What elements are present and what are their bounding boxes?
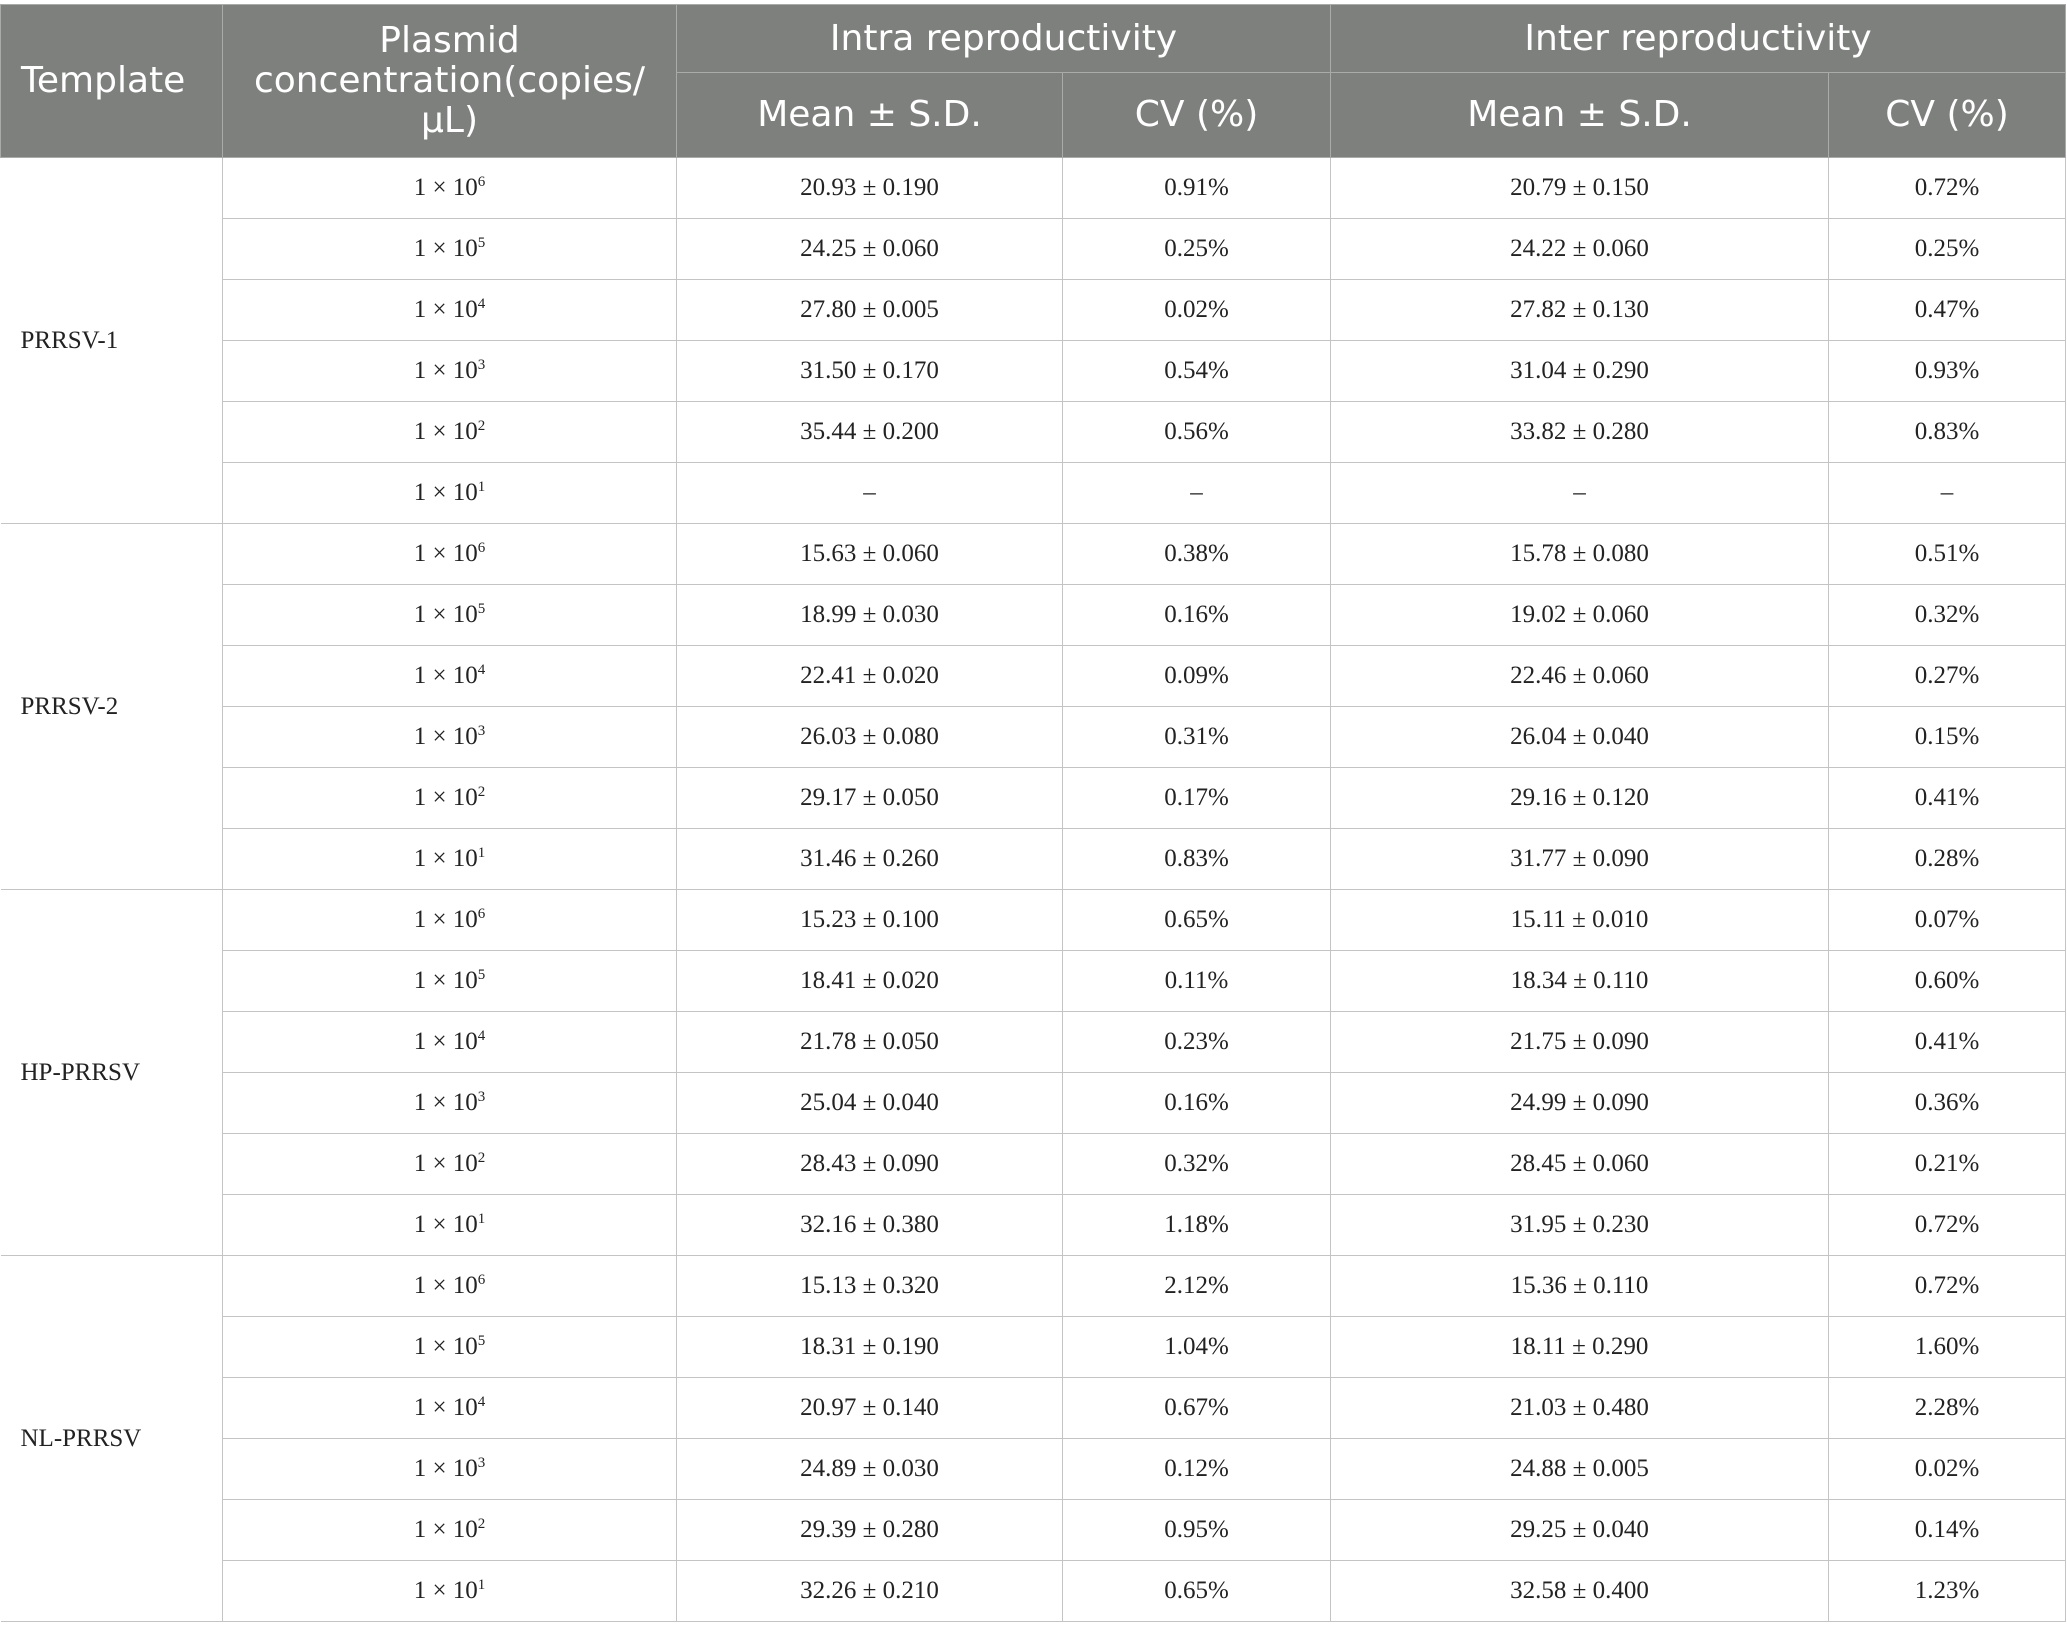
inter-mean-cell: 29.25 ± 0.040 <box>1331 1500 1829 1561</box>
concentration-exponent: 3 <box>477 357 486 373</box>
intra-cv-cell: 0.83% <box>1063 829 1331 890</box>
inter-mean-cell: 31.77 ± 0.090 <box>1331 829 1829 890</box>
intra-mean-cell: – <box>677 463 1063 524</box>
concentration-cell <box>223 158 677 219</box>
inter-cv-cell: 0.14% <box>1829 1500 2066 1561</box>
inter-cv-cell: 0.51% <box>1829 524 2066 585</box>
concentration-base: 1 × 10 <box>413 357 478 384</box>
table-row <box>1 1073 2066 1134</box>
intra-cv-cell: 0.65% <box>1063 1561 1331 1622</box>
header-intra-reproductivity: Intra reproductivity <box>677 5 1331 73</box>
header-intra-cv: CV (%) <box>1063 73 1331 158</box>
intra-mean-cell: 22.41 ± 0.020 <box>677 646 1063 707</box>
intra-mean-cell: 25.04 ± 0.040 <box>677 1073 1063 1134</box>
intra-cv-cell: 0.91% <box>1063 158 1331 219</box>
header-inter-cv: CV (%) <box>1829 73 2066 158</box>
table-row <box>1 829 2066 890</box>
table-row <box>1 463 2066 524</box>
concentration-base: 1 × 10 <box>413 1516 478 1543</box>
inter-mean-cell: 31.95 ± 0.230 <box>1331 1195 1829 1256</box>
concentration-base: 1 × 10 <box>413 235 478 262</box>
intra-mean-cell: 18.31 ± 0.190 <box>677 1317 1063 1378</box>
inter-mean-cell: – <box>1331 463 1829 524</box>
concentration-cell <box>223 524 677 585</box>
intra-cv-cell: 0.23% <box>1063 1012 1331 1073</box>
inter-mean-cell: 26.04 ± 0.040 <box>1331 707 1829 768</box>
concentration-exponent: 6 <box>477 1272 486 1288</box>
inter-mean-cell: 32.58 ± 0.400 <box>1331 1561 1829 1622</box>
intra-cv-cell: 0.02% <box>1063 280 1331 341</box>
intra-cv-cell: 0.67% <box>1063 1378 1331 1439</box>
inter-cv-cell: 0.36% <box>1829 1073 2066 1134</box>
concentration-exponent: 1 <box>477 1577 486 1593</box>
inter-mean-cell: 21.03 ± 0.480 <box>1331 1378 1829 1439</box>
inter-mean-cell: 27.82 ± 0.130 <box>1331 280 1829 341</box>
intra-cv-cell: 0.56% <box>1063 402 1331 463</box>
concentration-cell <box>223 1500 677 1561</box>
intra-cv-cell: 0.95% <box>1063 1500 1331 1561</box>
intra-mean-cell: 31.46 ± 0.260 <box>677 829 1063 890</box>
inter-mean-cell: 31.04 ± 0.290 <box>1331 341 1829 402</box>
table-container <box>0 4 2065 1622</box>
concentration-exponent: 4 <box>477 662 486 678</box>
concentration-base: 1 × 10 <box>413 418 478 445</box>
concentration-exponent: 6 <box>477 540 486 556</box>
concentration-base: 1 × 10 <box>413 1455 478 1482</box>
intra-cv-cell: 0.16% <box>1063 585 1331 646</box>
inter-mean-cell: 21.75 ± 0.090 <box>1331 1012 1829 1073</box>
concentration-exponent: 2 <box>477 418 486 434</box>
concentration-cell <box>223 1439 677 1500</box>
concentration-exponent: 3 <box>477 1455 486 1471</box>
table-row <box>1 402 2066 463</box>
intra-mean-cell: 15.63 ± 0.060 <box>677 524 1063 585</box>
inter-mean-cell: 15.36 ± 0.110 <box>1331 1256 1829 1317</box>
concentration-base: 1 × 10 <box>413 1394 478 1421</box>
intra-mean-cell: 26.03 ± 0.080 <box>677 707 1063 768</box>
table-header <box>1 5 2066 158</box>
intra-cv-cell: 0.12% <box>1063 1439 1331 1500</box>
concentration-exponent: 3 <box>477 1089 486 1105</box>
intra-cv-cell: 0.32% <box>1063 1134 1331 1195</box>
inter-cv-cell: 0.32% <box>1829 585 2066 646</box>
intra-mean-cell: 29.17 ± 0.050 <box>677 768 1063 829</box>
table-row <box>1 1012 2066 1073</box>
inter-cv-cell: 0.60% <box>1829 951 2066 1012</box>
intra-cv-cell: 1.04% <box>1063 1317 1331 1378</box>
template-name-cell: NL-PRRSV <box>1 1256 223 1622</box>
header-template: Template <box>1 5 223 158</box>
intra-cv-cell: 0.25% <box>1063 219 1331 280</box>
inter-mean-cell: 20.79 ± 0.150 <box>1331 158 1829 219</box>
concentration-exponent: 5 <box>477 967 486 983</box>
inter-cv-cell: 0.07% <box>1829 890 2066 951</box>
concentration-exponent: 6 <box>477 174 486 190</box>
concentration-cell <box>223 341 677 402</box>
intra-mean-cell: 21.78 ± 0.050 <box>677 1012 1063 1073</box>
inter-mean-cell: 33.82 ± 0.280 <box>1331 402 1829 463</box>
template-name-cell: HP-PRRSV <box>1 890 223 1256</box>
concentration-exponent: 1 <box>477 479 486 495</box>
concentration-base: 1 × 10 <box>413 1089 478 1116</box>
table-body <box>1 158 2066 1622</box>
intra-cv-cell: 0.11% <box>1063 951 1331 1012</box>
concentration-exponent: 3 <box>477 723 486 739</box>
concentration-cell <box>223 1195 677 1256</box>
concentration-base: 1 × 10 <box>413 784 478 811</box>
intra-cv-cell: 0.17% <box>1063 768 1331 829</box>
inter-cv-cell: 1.23% <box>1829 1561 2066 1622</box>
intra-cv-cell: 0.65% <box>1063 890 1331 951</box>
table-row <box>1 646 2066 707</box>
intra-mean-cell: 28.43 ± 0.090 <box>677 1134 1063 1195</box>
concentration-exponent: 4 <box>477 1394 486 1410</box>
intra-mean-cell: 15.13 ± 0.320 <box>677 1256 1063 1317</box>
concentration-base: 1 × 10 <box>413 174 478 201</box>
concentration-exponent: 5 <box>477 1333 486 1349</box>
table-row <box>1 1561 2066 1622</box>
concentration-cell <box>223 219 677 280</box>
table-row <box>1 1500 2066 1561</box>
table-row <box>1 585 2066 646</box>
concentration-exponent: 5 <box>477 235 486 251</box>
intra-mean-cell: 27.80 ± 0.005 <box>677 280 1063 341</box>
inter-cv-cell: 0.02% <box>1829 1439 2066 1500</box>
concentration-cell <box>223 585 677 646</box>
concentration-cell <box>223 1012 677 1073</box>
inter-mean-cell: 15.78 ± 0.080 <box>1331 524 1829 585</box>
intra-mean-cell: 32.16 ± 0.380 <box>677 1195 1063 1256</box>
inter-cv-cell: 0.27% <box>1829 646 2066 707</box>
inter-cv-cell: 0.72% <box>1829 1195 2066 1256</box>
concentration-base: 1 × 10 <box>413 906 478 933</box>
template-name-cell: PRRSV-1 <box>1 158 223 524</box>
concentration-base: 1 × 10 <box>413 662 478 689</box>
concentration-base: 1 × 10 <box>413 1333 478 1360</box>
concentration-base: 1 × 10 <box>413 967 478 994</box>
table-row <box>1 1439 2066 1500</box>
table-row <box>1 1378 2066 1439</box>
intra-mean-cell: 35.44 ± 0.200 <box>677 402 1063 463</box>
table-row <box>1 1195 2066 1256</box>
inter-cv-cell: – <box>1829 463 2066 524</box>
concentration-cell <box>223 1256 677 1317</box>
inter-cv-cell: 1.60% <box>1829 1317 2066 1378</box>
intra-cv-cell: 0.09% <box>1063 646 1331 707</box>
concentration-cell <box>223 280 677 341</box>
inter-mean-cell: 22.46 ± 0.060 <box>1331 646 1829 707</box>
inter-cv-cell: 0.15% <box>1829 707 2066 768</box>
intra-cv-cell: 1.18% <box>1063 1195 1331 1256</box>
table-row <box>1 341 2066 402</box>
inter-cv-cell: 0.72% <box>1829 158 2066 219</box>
table-row <box>1 707 2066 768</box>
intra-mean-cell: 31.50 ± 0.170 <box>677 341 1063 402</box>
concentration-base: 1 × 10 <box>413 601 478 628</box>
inter-mean-cell: 28.45 ± 0.060 <box>1331 1134 1829 1195</box>
concentration-cell <box>223 402 677 463</box>
concentration-exponent: 5 <box>477 601 486 617</box>
concentration-base: 1 × 10 <box>413 845 478 872</box>
concentration-base: 1 × 10 <box>413 540 478 567</box>
intra-cv-cell: 0.31% <box>1063 707 1331 768</box>
intra-mean-cell: 32.26 ± 0.210 <box>677 1561 1063 1622</box>
intra-mean-cell: 20.93 ± 0.190 <box>677 158 1063 219</box>
intra-mean-cell: 24.25 ± 0.060 <box>677 219 1063 280</box>
inter-cv-cell: 0.83% <box>1829 402 2066 463</box>
inter-mean-cell: 18.34 ± 0.110 <box>1331 951 1829 1012</box>
intra-mean-cell: 24.89 ± 0.030 <box>677 1439 1063 1500</box>
inter-cv-cell: 0.41% <box>1829 768 2066 829</box>
header-inter-reproductivity: Inter reproductivity <box>1331 5 2066 73</box>
concentration-base: 1 × 10 <box>413 1150 478 1177</box>
intra-cv-cell: 0.16% <box>1063 1073 1331 1134</box>
intra-mean-cell: 29.39 ± 0.280 <box>677 1500 1063 1561</box>
concentration-exponent: 6 <box>477 906 486 922</box>
intra-mean-cell: 18.41 ± 0.020 <box>677 951 1063 1012</box>
concentration-base: 1 × 10 <box>413 296 478 323</box>
concentration-cell <box>223 1378 677 1439</box>
concentration-cell <box>223 1561 677 1622</box>
concentration-base: 1 × 10 <box>413 1272 478 1299</box>
concentration-cell <box>223 1317 677 1378</box>
table-row <box>1 524 2066 585</box>
concentration-base: 1 × 10 <box>413 1577 478 1604</box>
table-row <box>1 1134 2066 1195</box>
concentration-cell <box>223 890 677 951</box>
concentration-cell <box>223 707 677 768</box>
concentration-cell <box>223 1134 677 1195</box>
header-intra-mean-sd: Mean ± S.D. <box>677 73 1063 158</box>
intra-cv-cell: 0.38% <box>1063 524 1331 585</box>
concentration-base: 1 × 10 <box>413 1211 478 1238</box>
concentration-exponent: 2 <box>477 784 486 800</box>
intra-mean-cell: 20.97 ± 0.140 <box>677 1378 1063 1439</box>
concentration-cell <box>223 951 677 1012</box>
table-row <box>1 1317 2066 1378</box>
inter-mean-cell: 24.88 ± 0.005 <box>1331 1439 1829 1500</box>
concentration-cell <box>223 829 677 890</box>
intra-cv-cell: 2.12% <box>1063 1256 1331 1317</box>
table-row <box>1 219 2066 280</box>
inter-cv-cell: 0.93% <box>1829 341 2066 402</box>
inter-mean-cell: 18.11 ± 0.290 <box>1331 1317 1829 1378</box>
inter-cv-cell: 0.21% <box>1829 1134 2066 1195</box>
inter-cv-cell: 0.41% <box>1829 1012 2066 1073</box>
inter-cv-cell: 0.47% <box>1829 280 2066 341</box>
concentration-base: 1 × 10 <box>413 723 478 750</box>
inter-mean-cell: 15.11 ± 0.010 <box>1331 890 1829 951</box>
intra-mean-cell: 15.23 ± 0.100 <box>677 890 1063 951</box>
concentration-exponent: 2 <box>477 1516 486 1532</box>
header-plasmid-concentration: Plasmid concentration(copies/μL) <box>223 5 677 158</box>
inter-mean-cell: 24.22 ± 0.060 <box>1331 219 1829 280</box>
template-name-cell: PRRSV-2 <box>1 524 223 890</box>
inter-mean-cell: 29.16 ± 0.120 <box>1331 768 1829 829</box>
table-row <box>1 1256 2066 1317</box>
concentration-exponent: 4 <box>477 296 486 312</box>
intra-cv-cell: – <box>1063 463 1331 524</box>
concentration-exponent: 1 <box>477 1211 486 1227</box>
table-row <box>1 951 2066 1012</box>
concentration-exponent: 1 <box>477 845 486 861</box>
table-row <box>1 280 2066 341</box>
table-row <box>1 768 2066 829</box>
inter-cv-cell: 2.28% <box>1829 1378 2066 1439</box>
concentration-cell <box>223 1073 677 1134</box>
reproducibility-table <box>0 4 2066 1622</box>
inter-cv-cell: 0.25% <box>1829 219 2066 280</box>
header-inter-mean-sd: Mean ± S.D. <box>1331 73 1829 158</box>
inter-mean-cell: 19.02 ± 0.060 <box>1331 585 1829 646</box>
intra-mean-cell: 18.99 ± 0.030 <box>677 585 1063 646</box>
inter-cv-cell: 0.72% <box>1829 1256 2066 1317</box>
concentration-exponent: 4 <box>477 1028 486 1044</box>
concentration-base: 1 × 10 <box>413 479 478 506</box>
concentration-cell <box>223 646 677 707</box>
inter-cv-cell: 0.28% <box>1829 829 2066 890</box>
concentration-exponent: 2 <box>477 1150 486 1166</box>
intra-cv-cell: 0.54% <box>1063 341 1331 402</box>
concentration-cell <box>223 768 677 829</box>
concentration-cell <box>223 463 677 524</box>
table-row <box>1 158 2066 219</box>
table-row <box>1 890 2066 951</box>
concentration-base: 1 × 10 <box>413 1028 478 1055</box>
inter-mean-cell: 24.99 ± 0.090 <box>1331 1073 1829 1134</box>
